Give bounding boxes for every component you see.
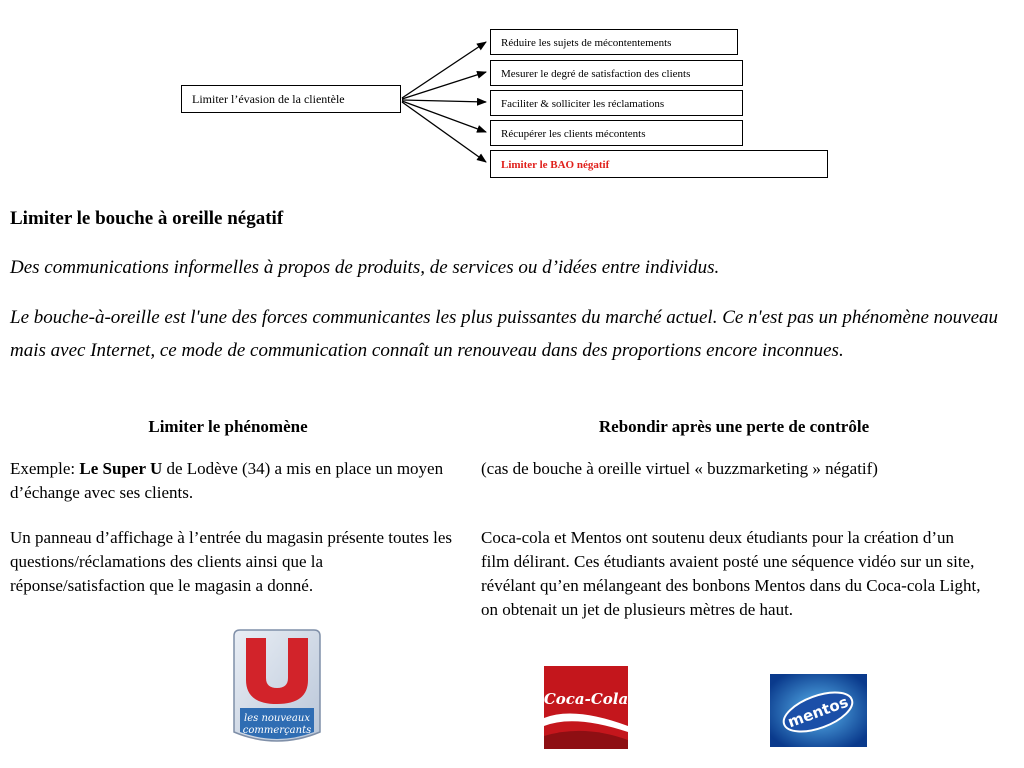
left-paragraph: Un panneau d’affichage à l’entrée du magasin présente toutes les questions/réclamations des clients ainsi que la réponse/satisfaction que le magasin a donné.	[10, 528, 452, 595]
arrow-4	[402, 101, 486, 132]
arrow-2	[402, 72, 486, 99]
intro-text: Le bouche-à-oreille est l'une des forces communicantes les plus puissantes du marché actuel. Ce n'est pas un phénomène nouveau mais avec Internet, ce mode de communication connaît un renouveau dans des proportions encore inconnues.	[10, 307, 998, 361]
super-u-tagline-2: commerçants	[242, 725, 312, 736]
section-heading: Limiter le bouche à oreille négatif	[10, 208, 284, 229]
right-paragraph: Coca-cola et Mentos ont soutenu deux étudiants pour la création d’un film délirant. Ces étudiants avaient posté une séquence vidéo sur un site, révélant qu’en mélangeant des bonbons Mentos dans du Coca-cola Light, on obtenait un jet de plusieurs mètres de haut.	[481, 528, 981, 619]
definition-text: Des communications informelles à propos de produits, de services ou d’idées entre individus.	[10, 257, 720, 278]
arrow-5	[402, 102, 486, 162]
diagram-target-3: Faciliter & solliciter les réclamations	[490, 90, 743, 116]
diagram-target-5: Limiter le BAO négatif	[490, 150, 828, 178]
example-prefix: Exemple:	[10, 459, 80, 478]
arrow-3	[402, 100, 486, 102]
coca-cola-wordmark: Coca-Cola	[544, 690, 628, 708]
mentos-logo-icon	[770, 674, 867, 747]
example-rest: de Lodève (34) a mis en place un moyen d’échange avec ses clients.	[10, 459, 444, 502]
arrow-1	[402, 42, 486, 98]
diagram-target-1: Réduire les sujets de mécontentements	[490, 29, 738, 55]
left-example	[10, 457, 455, 505]
coca-cola-logo-icon	[544, 666, 628, 749]
mentos-wordmark: mentos	[785, 692, 851, 732]
super-u-logo-icon	[232, 628, 322, 744]
right-note: (cas de bouche à oreille virtuel « buzzmarketing » négatif)	[481, 459, 878, 478]
diagram-source-box: Limiter l’évasion de la clientèle	[181, 85, 401, 113]
example-store-name: Le Super U	[79, 459, 163, 478]
left-column-title: Limiter le phénomène	[148, 417, 308, 436]
super-u-tagline-1: les nouveaux	[244, 713, 310, 724]
right-column-title: Rebondir après une perte de contrôle	[598, 417, 870, 436]
diagram-target-4: Récupérer les clients mécontents	[490, 120, 743, 146]
diagram-target-2: Mesurer le degré de satisfaction des clients	[490, 60, 743, 86]
